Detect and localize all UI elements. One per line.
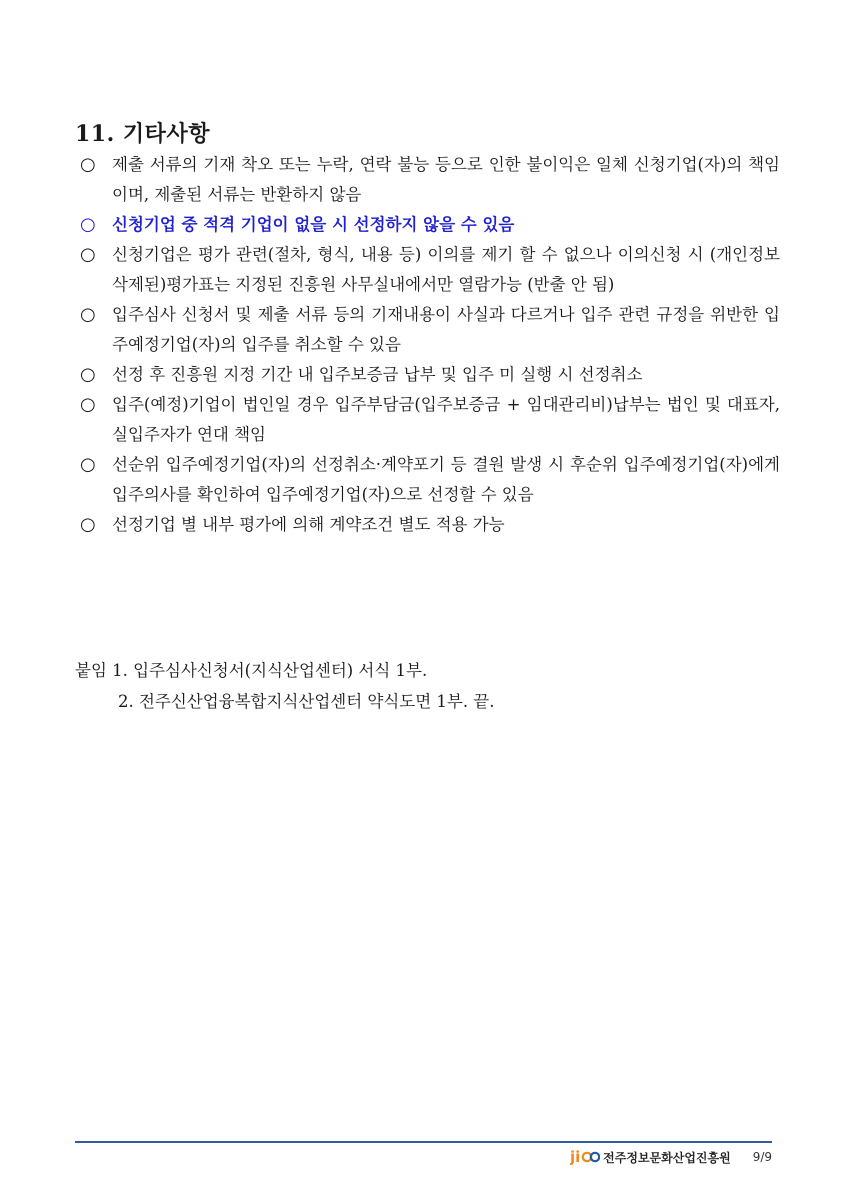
org-name: 전주정보문화산업진흥원 xyxy=(603,1150,731,1165)
circle-bullet-icon: ○ xyxy=(80,244,96,265)
item-text: 선정 후 진흥원 지정 기간 내 입주보증금 납부 및 입주 미 실행 시 선정취소 xyxy=(112,365,643,384)
notice-list xyxy=(80,150,780,540)
circle-bullet-icon: ○ xyxy=(80,514,96,535)
footer-divider xyxy=(75,1141,772,1143)
jica-logo-icon xyxy=(570,1148,600,1166)
circle-bullet-icon: ○ xyxy=(80,304,96,325)
list-item xyxy=(80,240,780,300)
list-item-highlighted xyxy=(80,210,780,240)
list-item xyxy=(80,450,780,510)
item-text: 입주심사 신청서 및 제출 서류 등의 기재내용이 사실과 다르거나 입주 관련 규정을 위반한 입주예정기업(자)의 입주를 취소할 수 있음 xyxy=(112,305,780,354)
page-number: 9/9 xyxy=(752,1150,772,1164)
list-item xyxy=(80,510,780,540)
item-text: 입주(예정)기업이 법인일 경우 입주부담금(입주보증금 + 임대관리비)납부는 법인 및 대표자, 실입주자가 연대 책임 xyxy=(112,395,780,444)
section-title: 11. 기타사항 xyxy=(75,121,210,147)
item-text: 선순위 입주예정기업(자)의 선정취소·계약포기 등 결원 발생 시 후순위 입주예정기업(자)에게 입주의사를 확인하여 입주예정기업(자)으로 선정할 수 있음 xyxy=(112,455,780,504)
circle-bullet-icon: ○ xyxy=(80,364,96,385)
list-item xyxy=(80,300,780,360)
item-text: 신청기업 중 적격 기업이 없을 시 선정하지 않을 수 있음 xyxy=(112,215,515,234)
attachments xyxy=(75,655,495,717)
attachment-line-1: 붙임 1. 입주심사신청서(지식산업센터) 서식 1부. xyxy=(75,661,428,680)
jica-logo xyxy=(570,1148,731,1166)
item-text: 제출 서류의 기재 착오 또는 누락, 연락 불능 등으로 인한 불이익은 일체 신청기업(자)의 책임이며, 제출된 서류는 반환하지 않음 xyxy=(112,155,780,204)
circle-bullet-icon: ○ xyxy=(80,214,96,235)
circle-bullet-icon: ○ xyxy=(80,394,96,415)
list-item xyxy=(80,390,780,450)
item-text: 선정기업 별 내부 평가에 의해 계약조건 별도 적용 가능 xyxy=(112,515,505,534)
item-text: 신청기업은 평가 관련(절차, 형식, 내용 등) 이의를 제기 할 수 없으나 이의신청 시 (개인정보 삭제된)평가표는 지정된 진흥원 사무실내에서만 열람가능 (반출 안 됨) xyxy=(112,245,780,294)
list-item xyxy=(80,360,780,390)
attachment-line-2: 2. 전주신산업융복합지식산업센터 약식도면 1부. 끝. xyxy=(118,692,495,711)
svg-text:ji: ji xyxy=(570,1148,581,1166)
page-footer xyxy=(570,1148,772,1166)
circle-bullet-icon: ○ xyxy=(80,154,96,175)
list-item xyxy=(80,150,780,210)
circle-bullet-icon: ○ xyxy=(80,454,96,475)
